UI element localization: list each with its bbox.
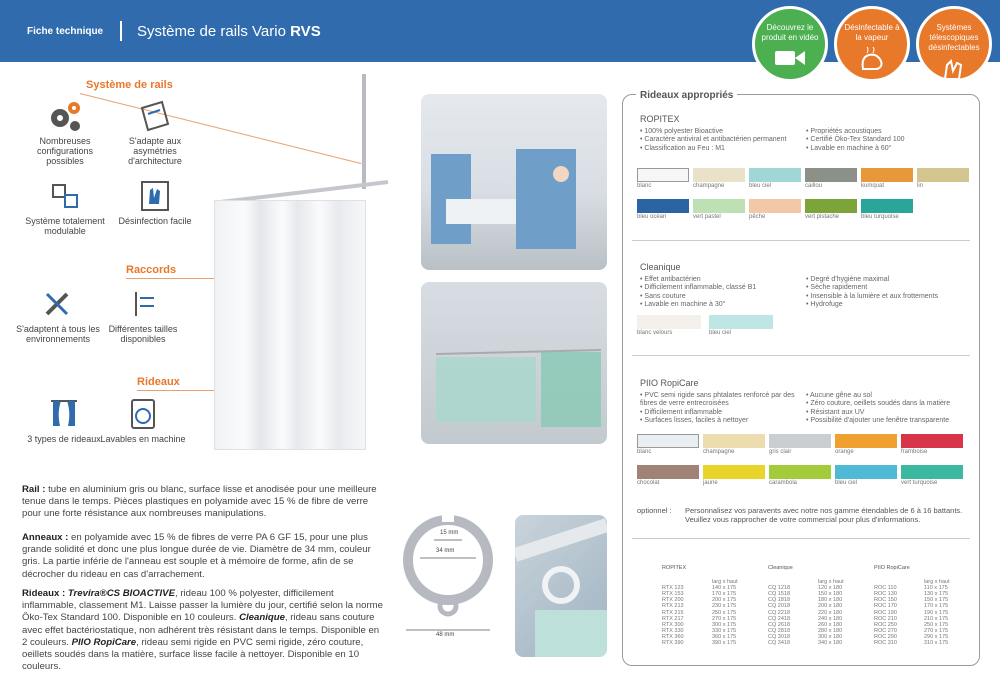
- color-swatch: [835, 434, 897, 448]
- rings-description: Anneaux : en polyamide avec 15 % de fibres de verre PA 6 GF 15, pour une plus grande solidité et donc une plus longue durée de vie. Diamètre de 34 mm, couleur gris. La partie inférie de l'anneau est souple et à mémoire de forme, afin de se décrocher du rideau en cas d'arrachement.: [22, 532, 371, 580]
- swatch-label: blanc: [637, 183, 652, 189]
- hospital-room-photo: [421, 94, 607, 270]
- swatch-label: vert pastel: [693, 214, 721, 220]
- color-swatch: [637, 465, 699, 479]
- feature-washable: Lavables en machine: [98, 398, 188, 444]
- leader-line: [126, 278, 216, 279]
- swatch-label: blanc velours: [637, 330, 673, 336]
- color-swatch: [805, 168, 857, 182]
- feature-sizes: Différentes tailles disponibles: [98, 288, 188, 344]
- ropitex-title: ROPITEX: [640, 114, 680, 124]
- table-row: RTX 390 390 x 175: [662, 640, 737, 647]
- table-row: RTX 360 360 x 175: [662, 633, 737, 640]
- table-row: CQ 1818 180 x 180: [768, 597, 843, 604]
- video-badge[interactable]: Découvrez le produit en vidéo: [752, 6, 828, 82]
- table-row: RTX 215 250 x 175: [662, 609, 737, 616]
- swatch-label: vert pistache: [805, 214, 840, 220]
- table-row: CQ 3018 300 x 180: [768, 633, 843, 640]
- piio-size-table: [874, 565, 950, 646]
- swatch-label: chocolat: [637, 480, 660, 486]
- swatch-label: champagne: [693, 183, 725, 189]
- color-swatch: [769, 434, 831, 448]
- color-swatch: [703, 465, 765, 479]
- ring-dim-48: 48 mm: [436, 632, 455, 638]
- color-swatch: [861, 168, 913, 182]
- ring-dim-34: 34 mm: [436, 548, 455, 554]
- color-swatch: [917, 168, 969, 182]
- piio-features-right: • Aucune gêne au sol • Zéro couture, oeillets soudés dans la matière • Résistant aux UV • Possibilité d'ajouter une fenêtre transparente: [806, 392, 951, 425]
- table-row: ROC 190 190 x 175: [874, 609, 949, 616]
- table-row: ROC 310 310 x 175: [874, 640, 949, 647]
- header-divider: [120, 21, 122, 41]
- gears-icon: [48, 100, 82, 132]
- color-swatch: [749, 168, 801, 182]
- piio-title: PIIO RopiCare: [640, 378, 699, 388]
- feature-modular: Système totalement modulable: [20, 180, 110, 236]
- swatch-label: vert turquoise: [901, 480, 938, 486]
- window-curtain-icon: [47, 398, 81, 430]
- table-row: CQ 2418 240 x 180: [768, 615, 843, 622]
- swatch-label: jaune: [703, 480, 718, 486]
- table-row: ROC 170 170 x 175: [874, 603, 949, 610]
- feature-disinfection: Désinfection facile: [110, 180, 200, 226]
- swatch-label: carambola: [769, 480, 798, 486]
- table-row: CQ 2618 260 x 180: [768, 621, 843, 628]
- color-swatch: [769, 465, 831, 479]
- modular-blocks-icon: [48, 180, 82, 212]
- table-row: RTX 153 170 x 175: [662, 591, 737, 598]
- sizes-arrows-icon: [126, 288, 160, 320]
- cleanique-size-table: [768, 565, 844, 646]
- hospital-ward-photo: [421, 282, 607, 444]
- hand-wipe-icon: [939, 57, 969, 81]
- cleanique-features-left: • Effet antibactérien • Difficilement inflammable, classé B1 • Sans couture • Lavable en machine à 30°: [640, 276, 757, 309]
- cleanique-features-right: • Degré d'hygiène maximal • Sèche rapidement • Insensible à la lumière et aux frottements • Hydrofuge: [806, 276, 939, 309]
- swatch-label: kumquat: [861, 183, 885, 189]
- table-row: ROC 210 210 x 175: [874, 615, 949, 622]
- feature-asymmetry: S'adapte aux asymétries d'architecture: [110, 100, 200, 166]
- table-row: RTX 330 330 x 175: [662, 627, 737, 634]
- swatch-label: framboise: [901, 449, 928, 455]
- color-swatch: [693, 168, 745, 182]
- section-label-raccords: Raccords: [126, 264, 177, 276]
- color-swatch: [637, 434, 699, 448]
- table-column-header: larg x haut: [818, 579, 844, 586]
- table-row: CQ 3418 340 x 180: [768, 640, 843, 647]
- swatch-label: lin: [917, 183, 924, 189]
- table-row: CQ 1518 150 x 180: [768, 591, 843, 598]
- swatch-label: pêche: [749, 214, 766, 220]
- table-title: PIIO RopiCare: [874, 565, 910, 571]
- ceiling-pole: [362, 74, 366, 189]
- section-label-rideaux: Rideaux: [137, 376, 180, 388]
- cleanique-title: Cleanique: [640, 262, 681, 272]
- swatch-label: bleu ciel: [709, 330, 732, 336]
- divider: [632, 538, 970, 539]
- rail-description: Rail : tube en aluminium gris ou blanc, surface lisse et anodisée pour une meilleure tenue dans le temps. Pièces plastiques en polyamide avec 15 % de fibre de verre pour une forte résistance aux nombreuses manipulations.: [22, 484, 377, 520]
- section-label-rails: Système de rails: [86, 79, 173, 91]
- table-row: ROC 150 150 x 175: [874, 597, 949, 604]
- table-row: CQ 2018 200 x 180: [768, 603, 843, 610]
- table-title: ROPITEX: [662, 565, 687, 571]
- hand-clean-icon: [138, 180, 172, 212]
- swatch-label: bleu ciel: [835, 480, 858, 486]
- table-row: ROC 130 130 x 175: [874, 591, 949, 598]
- table-row: ROC 270 270 x 175: [874, 627, 949, 634]
- curtain-illustration: [214, 200, 366, 450]
- table-title: Cleanique: [768, 565, 793, 571]
- color-swatch: [901, 465, 963, 479]
- table-row: ROC 290 290 x 175: [874, 633, 949, 640]
- table-row: ROC 250 250 x 175: [874, 621, 949, 628]
- color-swatch: [901, 434, 963, 448]
- feature-configurations: Nombreuses configurations possibles: [20, 100, 110, 166]
- doc-type-label: Fiche technique: [27, 26, 104, 37]
- feature-curtain-types: 3 types de rideaux: [19, 398, 109, 444]
- leader-line: [137, 390, 217, 391]
- piio-features-left: • PVC semi rigide sans phtalates renforcé par des fibres de verre entrecroisées • Difficilement inflammable • Surfaces lisses, faciles à nettoyer: [640, 392, 795, 425]
- ropitex-features-left: • 100% polyester Bioactive • Caractère antiviral et antibactérien permanent • Classification au Feu : M1: [640, 128, 787, 152]
- color-swatch: [693, 199, 745, 213]
- ring-closeup-photo: [515, 515, 607, 657]
- color-swatch: [637, 315, 701, 329]
- swatch-label: bleu ciel: [749, 183, 772, 189]
- video-camera-icon: [773, 47, 807, 69]
- feature-environments: S'adaptent à tous les environnements: [13, 288, 103, 344]
- color-swatch: [703, 434, 765, 448]
- table-row: CQ 2218 220 x 180: [768, 609, 843, 616]
- tools-icon: [41, 288, 75, 320]
- steam-hand-icon: [857, 47, 887, 71]
- swatch-label: blanc: [637, 449, 652, 455]
- ropitex-features-right: • Propriétés acoustiques • Certifié Öko-Tex Standard 100 • Lavable en machine à 60°: [806, 128, 905, 152]
- table-row: ROC 110 110 x 175: [874, 585, 948, 592]
- table-row: RTX 123 140 x 175: [662, 585, 737, 592]
- table-row: CQ 1218 120 x 180: [768, 585, 843, 592]
- telescopic-badge: Systèmes télescopiques désinfectables: [916, 6, 992, 82]
- table-row: RTX 213 230 x 175: [662, 603, 737, 610]
- ring-dim-15: 15 mm: [440, 530, 459, 536]
- color-swatch: [749, 199, 801, 213]
- table-row: RTX 217 270 x 175: [662, 615, 737, 622]
- swatch-label: caillou: [805, 183, 823, 189]
- table-row: CQ 2818 280 x 180: [768, 627, 843, 634]
- washing-machine-icon: [126, 398, 160, 430]
- color-swatch: [861, 199, 913, 213]
- page-title: Système de rails Vario RVS: [137, 23, 321, 40]
- table-row: RTX 200 200 x 175: [662, 597, 737, 604]
- panel-title: Rideaux appropriés: [636, 90, 737, 101]
- color-swatch: [805, 199, 857, 213]
- swatch-label: bleu turquoise: [861, 214, 899, 220]
- swatch-label: bleu océan: [637, 214, 667, 220]
- curtains-description: Rideaux : Trevira®CS BIOACTIVE, rideau 100 % polyester, difficilement inflammable, classement M1. Laisse passer la lumière du jour, certifié selon la norme Öko-Tex Standard 100. Disponible en 10 couleurs. Cleanique, rideau sans couture avec effet bactériostatique, non adhérent très résistant dans le temps. Disponible en 2 couleurs. PIIO RopiCare, rideau semi rigide en PVC semi rigide, zéro couture, oeillets soudés dans la matière, surface lisse facile à nettoyer. Disponible en 10 couleurs.: [22, 588, 383, 673]
- swatch-label: champagne: [703, 449, 735, 455]
- color-swatch: [709, 315, 773, 329]
- blueprint-icon: [138, 100, 172, 132]
- steam-disinfect-badge: Désinfectable à la vapeur: [834, 6, 910, 82]
- table-column-header: larg x haut: [924, 579, 950, 586]
- swatch-label: gris clair: [769, 449, 792, 455]
- color-swatch: [835, 465, 897, 479]
- divider: [632, 240, 970, 241]
- table-row: RTX 300 300 x 175: [662, 621, 737, 628]
- color-swatch: [637, 168, 689, 182]
- swatch-label: orange: [835, 449, 854, 455]
- ropitex-size-table: [662, 565, 738, 646]
- color-swatch: [637, 199, 689, 213]
- divider: [632, 355, 970, 356]
- table-column-header: larg x haut: [712, 579, 738, 586]
